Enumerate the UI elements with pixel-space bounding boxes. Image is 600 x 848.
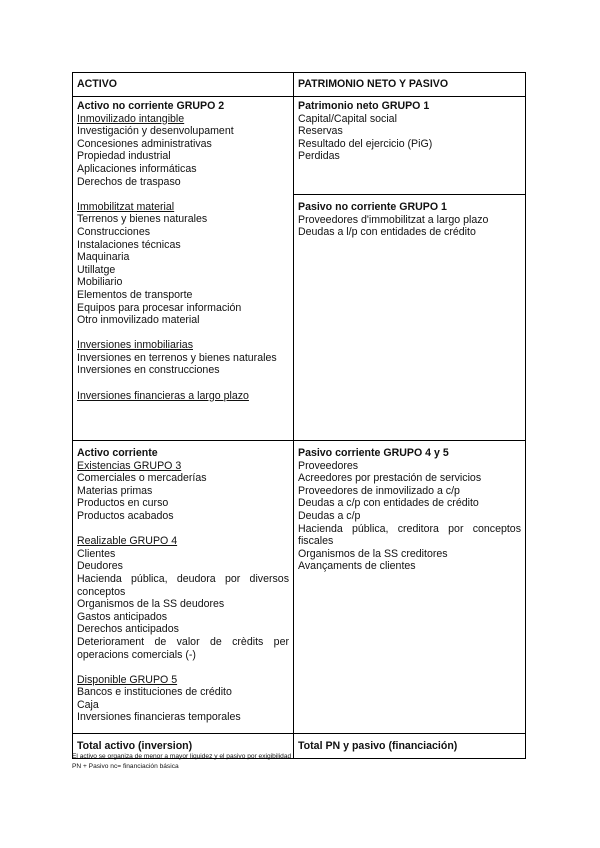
list-item: Resultado del ejercicio (PiG) — [298, 137, 433, 150]
list-item: Concesiones administrativas — [77, 137, 212, 150]
list-item: Deudas a c/p — [298, 509, 361, 522]
total-activo: Total activo (inversion) — [73, 734, 294, 759]
list-item: Organismos de la SS deudores — [77, 598, 225, 611]
list-item: Hacienda pública, creditora por conceptos fiscales — [298, 522, 521, 548]
list-item: Avançaments de clientes — [298, 560, 416, 573]
list-item: Materias primas — [77, 484, 153, 497]
list-item: Clientes — [77, 547, 116, 560]
non-current-row — [73, 97, 526, 195]
list-item: Organismos de la SS creditores — [298, 547, 448, 560]
footnotes — [72, 752, 291, 771]
list-item: Derechos de traspaso — [77, 175, 181, 188]
list-item: Deudas a c/p con entidades de crédito — [298, 497, 479, 510]
list-item: Mobiliario — [77, 276, 123, 289]
list-item: Construcciones — [77, 225, 151, 238]
list-item: Equipos para procesar información — [77, 301, 242, 314]
pasivo-corriente-title: Pasivo corriente GRUPO 4 y 5 — [298, 447, 449, 459]
list-item: Comerciales o mercaderías — [77, 472, 207, 485]
activo-no-corriente-cell — [73, 97, 294, 441]
list-item: Inversiones financieras temporales — [77, 711, 241, 724]
list-item: Elementos de transporte — [77, 288, 193, 301]
list-item: Capital/Capital social — [298, 112, 397, 125]
patrimonio-neto-title: Patrimonio neto GRUPO 1 — [298, 100, 430, 112]
inmobiliarias-heading: Inversiones inmobiliarias — [77, 339, 193, 352]
list-item: Terrenos y bienes naturales — [77, 213, 208, 226]
pasivo-corriente-cell — [294, 441, 526, 734]
activo-corriente-title: Activo corriente — [77, 447, 158, 459]
list-item: Inversiones en terrenos y bienes naturales — [77, 351, 277, 364]
list-item: Maquinaria — [77, 251, 130, 264]
total-pasivo: Total PN y pasivo (financiación) — [294, 734, 526, 759]
footnote: El activo se organiza de menor a mayor liquidez y el pasivo por exigibilidad — [72, 753, 292, 760]
list-item: Proveedores d'immobilitzat a largo plazo — [298, 213, 489, 226]
list-item: Caja — [77, 698, 99, 711]
list-item: Deudas a l/p con entidades de crédito — [298, 226, 476, 239]
realizable-heading: Realizable GRUPO 4 — [77, 535, 178, 548]
header-row — [73, 73, 526, 97]
list-item: Gastos anticipados — [77, 610, 168, 623]
existencias-heading: Existencias GRUPO 3 — [77, 459, 182, 472]
intangible-heading: Inmovilizado intangible — [77, 112, 185, 125]
list-item: Aplicaciones informáticas — [77, 162, 197, 175]
patrimonio-neto-cell — [294, 97, 526, 195]
disponible-heading: Disponible GRUPO 5 — [77, 673, 178, 686]
balance-sheet — [72, 72, 526, 759]
activo-header: ACTIVO — [73, 73, 294, 97]
list-item: Instalaciones técnicas — [77, 238, 181, 251]
list-item: Proveedores — [298, 459, 359, 472]
list-item: Investigación y desenvolupament — [77, 125, 234, 138]
list-item: Hacienda pública, deudora por diversos conceptos — [77, 572, 289, 598]
list-item: Deudores — [77, 560, 123, 573]
list-item: Productos acabados — [77, 509, 174, 522]
list-item: Deteriorament de valor de crèdits per operacions comercials (-) — [77, 635, 289, 661]
list-item: Reservas — [298, 125, 343, 138]
list-item: Perdidas — [298, 150, 340, 163]
activo-no-corriente-title: Activo no corriente GRUPO 2 — [77, 100, 225, 112]
list-item: Propiedad industrial — [77, 150, 171, 163]
list-item: Bancos e instituciones de crédito — [77, 686, 232, 699]
list-item: Derechos anticipados — [77, 623, 179, 636]
pasivo-no-corriente-cell — [294, 195, 526, 441]
list-item: Productos en curso — [77, 497, 169, 510]
balance-table — [72, 72, 526, 759]
list-item: Proveedores de inmovilizado a c/p — [298, 484, 460, 497]
pasivo-no-corriente-title: Pasivo no corriente GRUPO 1 — [298, 201, 447, 214]
list-item: Utillatge — [77, 263, 116, 276]
activo-corriente-cell — [73, 441, 294, 734]
list-item: Inversiones en construcciones — [77, 364, 220, 377]
financieras-heading: Inversiones financieras a largo plazo — [77, 389, 249, 402]
pasivo-header: PATRIMONIO NETO Y PASIVO — [294, 73, 526, 97]
material-heading: Immobilitzat material — [77, 200, 175, 213]
footnote: PN + Pasivo nc= financiación básica — [72, 762, 179, 770]
list-item: Otro inmovilizado material — [77, 314, 200, 327]
list-item: Acreedores por prestación de servicios — [298, 472, 482, 485]
current-row — [73, 441, 526, 734]
